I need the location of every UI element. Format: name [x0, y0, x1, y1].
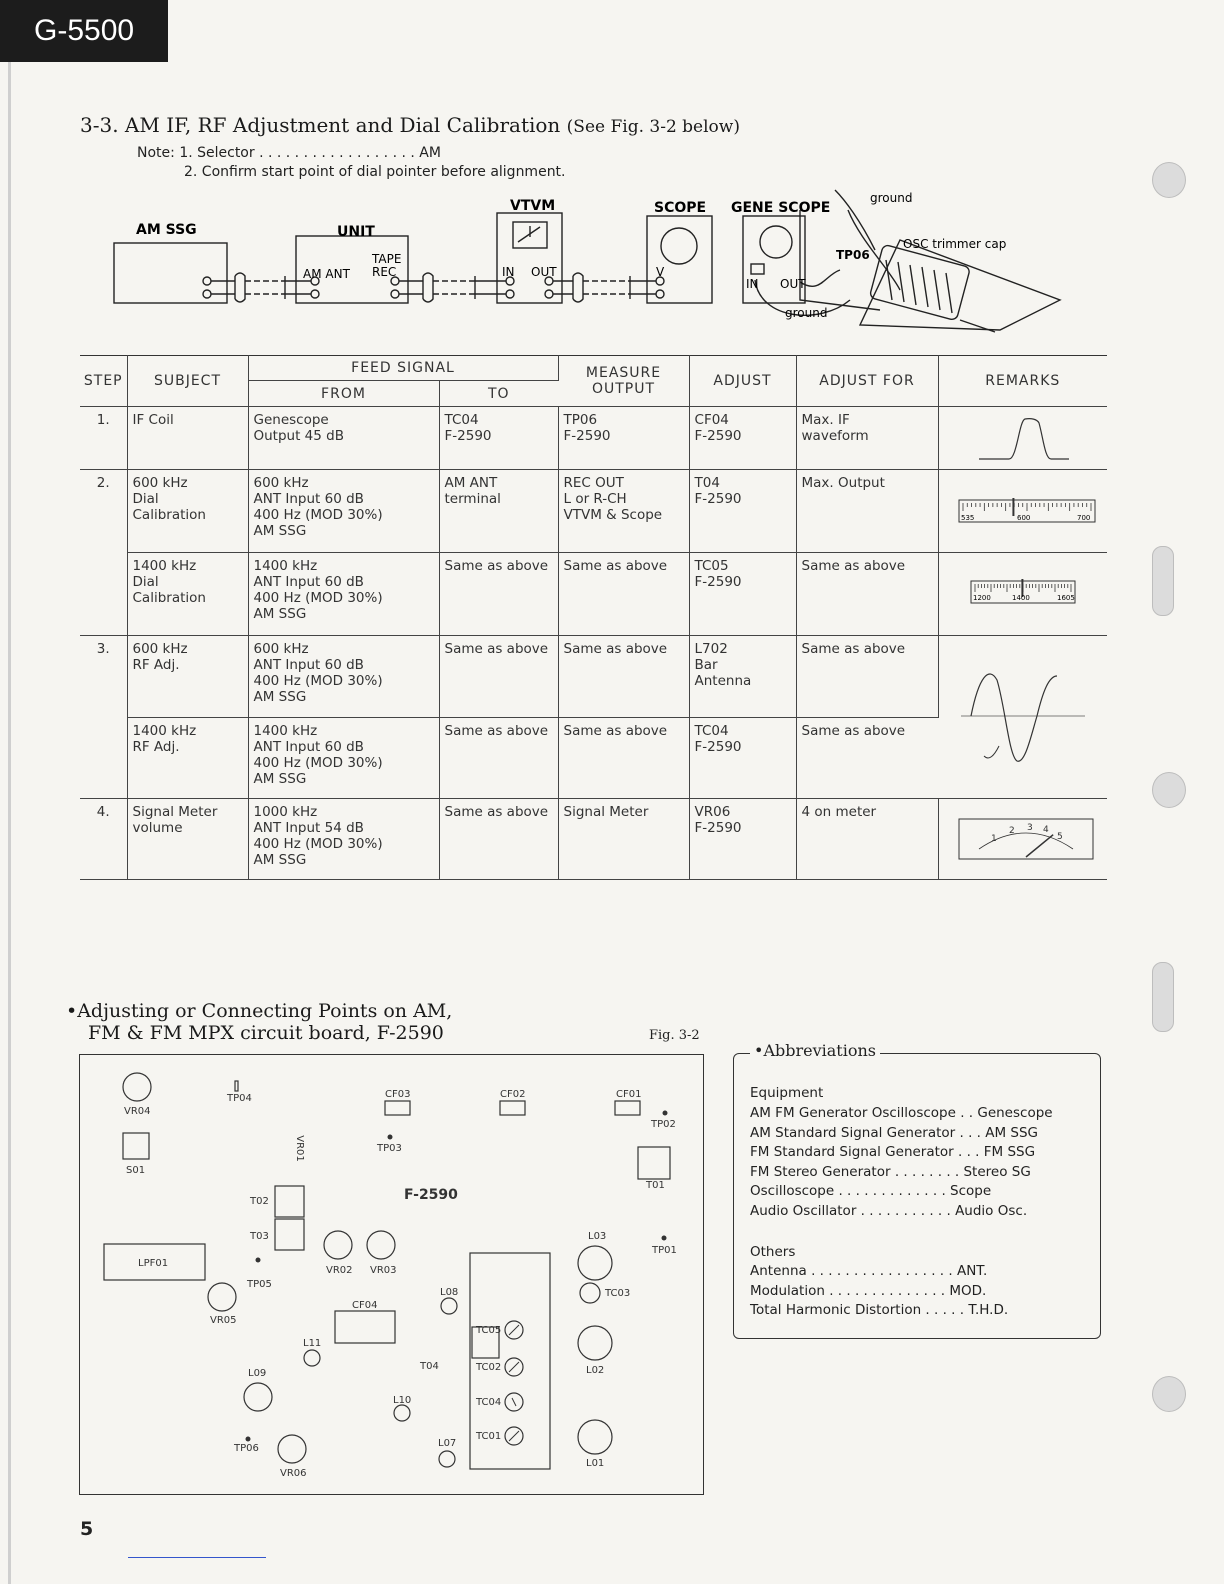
cell-adjust: [689, 799, 796, 880]
ground-label-2: ground: [785, 306, 828, 320]
text-line: TC04: [694, 722, 729, 739]
cell-measure: [558, 799, 689, 880]
text-line: TC05: [694, 558, 729, 574]
header-measure-1: MEASURE: [585, 365, 662, 381]
text-line: F-2590: [444, 428, 492, 444]
text-line: ANT Input 60 dB: [253, 738, 364, 755]
gene-scope-label: GENE SCOPE: [731, 200, 831, 216]
text-line: 400 Hz (MOD 30%): [253, 507, 383, 523]
adjustment-table: [80, 355, 1107, 880]
dial-tick-label: 1605: [1056, 594, 1075, 602]
binder-hole: [1152, 962, 1174, 1032]
text-line: TC04: [444, 412, 479, 428]
cell-adjust-for: [796, 799, 938, 880]
cell-adjust: [689, 470, 796, 553]
text-line: VTVM & Scope: [563, 507, 663, 523]
cell-from: [248, 553, 439, 636]
text-line: 1400 kHz: [253, 722, 318, 739]
text-line: volume: [132, 820, 183, 836]
text-line: terminal: [444, 491, 501, 507]
text-line: Genescope: [253, 412, 329, 428]
dial-tick-label: 535: [960, 514, 974, 522]
text-line: Bar: [694, 657, 718, 673]
meter-tick-label: 2: [1008, 826, 1015, 836]
binder-hole: [1152, 162, 1186, 198]
footer-rule: [128, 1557, 266, 1558]
table-row: [80, 553, 1107, 636]
cell-step: 3.: [80, 636, 127, 799]
label-tp01: TP01: [652, 1245, 677, 1256]
cell-adjust: [689, 553, 796, 636]
note-2: 2. Confirm start point of dial pointer before alignment.: [184, 164, 566, 180]
text-line: 400 Hz (MOD 30%): [253, 590, 383, 606]
label-l09: L09: [248, 1368, 267, 1379]
header-to: TO: [439, 381, 558, 407]
text-line: Dial: [132, 574, 159, 590]
text-line: Antenna: [694, 673, 752, 689]
label-cf03: CF03: [385, 1089, 411, 1100]
abbreviations-box: [733, 1053, 1101, 1339]
text-line: 400 Hz (MOD 30%): [253, 836, 383, 852]
text-line: Same as above: [444, 641, 549, 657]
label-t03: T03: [250, 1231, 269, 1242]
text-line: F-2590: [694, 738, 742, 755]
text-line: REC OUT: [563, 475, 624, 491]
table-row: [80, 407, 1107, 470]
abbr-equipment-item: FM Standard Signal Generator . . . FM SSG: [750, 1144, 1036, 1160]
text-line: Same as above: [563, 558, 668, 574]
abbr-equipment-item: FM Stereo Generator . . . . . . . . Stereo SG: [750, 1164, 1031, 1180]
label-vr01: VR01: [293, 1135, 305, 1162]
label-tp04: TP04: [227, 1093, 252, 1104]
text-line: ANT Input 60 dB: [253, 657, 364, 673]
connection-diagram: [100, 180, 1100, 355]
text-line: Calibration: [132, 590, 206, 606]
note-1: [137, 145, 441, 161]
board-title-line-1: •Adjusting or Connecting Points on AM,: [66, 1000, 453, 1022]
tp06-label: TP06: [836, 248, 870, 262]
cell-from: [248, 799, 439, 880]
vtvm-label: VTVM: [510, 198, 556, 214]
text-line: CF04: [694, 412, 729, 428]
text-line: Signal Meter: [132, 804, 218, 820]
section-title-see: (See Fig. 3-2 below): [566, 117, 740, 137]
ground-label: ground: [870, 191, 913, 205]
note-label: Note:: [137, 145, 175, 161]
text-line: ANT Input 60 dB: [253, 574, 364, 590]
cell-remarks: [938, 470, 1107, 553]
text-line: TP06: [563, 412, 598, 428]
cell-step: 1.: [80, 407, 127, 470]
dial-tick-label: 1400: [1011, 594, 1030, 602]
header-measure-2: OUTPUT: [591, 381, 656, 397]
label-vr05: VR05: [210, 1315, 237, 1326]
board-section-title: [66, 1000, 452, 1044]
figure-label: Fig. 3-2: [649, 1028, 700, 1043]
text-line: Same as above: [801, 641, 906, 657]
abbreviations-title: •Abbreviations: [750, 1041, 880, 1060]
header-adjust: ADJUST: [689, 356, 796, 407]
label-cf02: CF02: [500, 1089, 526, 1100]
text-line: AM SSG: [253, 770, 307, 787]
cell-adjust-for: [796, 717, 938, 799]
cell-to: [439, 470, 558, 553]
meter-tick-label: 3: [1026, 823, 1033, 833]
meter-tick-label: 4: [1042, 825, 1049, 835]
text-line: VR06: [694, 804, 731, 820]
text-line: 400 Hz (MOD 30%): [253, 673, 383, 689]
cell-remarks: [938, 799, 1107, 880]
board-title-line-2: FM & FM MPX circuit board, F-2590: [88, 1022, 444, 1044]
cell-adjust: [689, 717, 796, 799]
text-line: waveform: [801, 428, 869, 444]
gene-in-label: IN: [746, 277, 759, 291]
rf-waveform-icon: [939, 636, 1107, 794]
text-line: Signal Meter: [563, 804, 649, 820]
abbr-others-item: Total Harmonic Distortion . . . . . T.H.D.: [750, 1302, 1009, 1318]
scope-screen: [661, 228, 697, 264]
text-line: IF Coil: [132, 412, 174, 428]
abbr-equipment-item: Audio Oscillator . . . . . . . . . . . Audio Osc.: [750, 1203, 1028, 1219]
abbr-others-item: Antenna . . . . . . . . . . . . . . . . . ANT.: [750, 1263, 988, 1279]
label-vr02: VR02: [326, 1265, 353, 1276]
header-measure-output: [558, 356, 689, 407]
header-step: STEP: [80, 356, 127, 407]
table-row: [80, 799, 1107, 880]
cell-measure: [558, 553, 689, 636]
text-line: AM SSG: [253, 689, 307, 705]
label-l10: L10: [393, 1395, 412, 1406]
text-line: Same as above: [444, 722, 549, 739]
cell-from: [248, 407, 439, 470]
vtvm-out-label: OUT: [531, 265, 557, 279]
label-cf01: CF01: [616, 1089, 642, 1100]
abbr-equipment-item: AM Standard Signal Generator . . . AM SSG: [750, 1125, 1039, 1141]
unit-label: UNIT: [337, 224, 375, 240]
cell-from: [248, 717, 439, 799]
abbr-equipment-item: AM FM Generator Oscilloscope . . Genescope: [750, 1105, 1053, 1121]
cell-to: [439, 407, 558, 470]
dial-tick-label: 1200: [972, 594, 991, 602]
text-line: Same as above: [563, 722, 668, 739]
signal-meter-icon: [939, 799, 1107, 875]
text-line: F-2590: [694, 574, 742, 590]
text-line: F-2590: [694, 428, 742, 444]
cell-subject: [127, 717, 248, 799]
page-number: 5: [80, 1518, 94, 1540]
text-line: RF Adj.: [132, 738, 180, 755]
header-remarks: REMARKS: [938, 356, 1107, 407]
label-tc04: TC04: [476, 1397, 502, 1408]
cell-adjust: [689, 636, 796, 718]
rec-label: REC: [372, 265, 397, 279]
header-feed-signal: FEED SIGNAL: [248, 356, 558, 381]
dial-tick-label: 700: [1076, 514, 1090, 522]
text-line: ANT Input 60 dB: [253, 491, 364, 507]
text-line: Output 45 dB: [253, 428, 344, 444]
dial-scale-600-icon: [939, 470, 1107, 548]
cell-measure: [558, 470, 689, 553]
label-tc01: TC01: [476, 1431, 502, 1442]
header-from: FROM: [248, 381, 439, 407]
cell-subject: [127, 553, 248, 636]
text-line: Dial: [132, 491, 159, 507]
dial-tick-label: 600: [1016, 514, 1030, 522]
cell-to: [439, 799, 558, 880]
label-t01: T01: [646, 1180, 665, 1191]
label-tp05: TP05: [247, 1279, 272, 1290]
meter-tick-label: 1: [990, 834, 997, 844]
label-l07: L07: [438, 1438, 457, 1449]
tape-label: TAPE: [372, 252, 402, 266]
cell-from: [248, 636, 439, 718]
binder-hole: [1152, 1376, 1186, 1412]
scope-v-label: V: [656, 265, 665, 279]
text-line: F-2590: [563, 428, 611, 444]
text-line: AM ANT: [444, 475, 498, 491]
binder-hole: [1152, 546, 1174, 616]
label-l01: L01: [586, 1458, 605, 1469]
cell-subject: [127, 470, 248, 553]
label-l11: L11: [303, 1338, 322, 1349]
cell-adjust: [689, 407, 796, 470]
label-vr06: VR06: [280, 1468, 307, 1479]
osc-trimmer-label: OSC trimmer cap: [903, 237, 1007, 251]
text-line: 600 kHz: [132, 641, 188, 657]
vtvm-in-label: IN: [502, 265, 515, 279]
text-line: Same as above: [801, 722, 906, 739]
text-line: 600 kHz: [253, 641, 309, 657]
abbr-equipment-heading: Equipment: [750, 1085, 824, 1101]
dial-scale-1400-icon: [939, 553, 1107, 631]
binding-edge: [8, 62, 11, 1584]
scope-label: SCOPE: [654, 200, 707, 216]
abbr-others-heading: Others: [750, 1244, 796, 1260]
text-line: Calibration: [132, 507, 206, 523]
text-line: RF Adj.: [132, 657, 180, 673]
text-line: 400 Hz (MOD 30%): [253, 754, 383, 771]
text-line: Same as above: [563, 641, 668, 657]
text-line: 1400 kHz: [132, 722, 197, 739]
cell-subject: [127, 636, 248, 718]
cell-adjust-for: [796, 407, 938, 470]
cell-measure: [558, 636, 689, 718]
label-tc02: TC02: [476, 1362, 502, 1373]
text-line: 1400 kHz: [253, 558, 318, 574]
label-vr04: VR04: [124, 1106, 151, 1117]
table-row: [80, 470, 1107, 553]
text-line: Same as above: [444, 804, 549, 820]
model-tab: G-5500: [0, 0, 168, 62]
meter-tick-label: 5: [1056, 832, 1063, 842]
text-line: F-2590: [694, 491, 742, 507]
am-ssg-box: [114, 243, 227, 303]
cell-to: [439, 636, 558, 718]
am-ssg-label: AM SSG: [136, 222, 197, 238]
label-tc03: TC03: [605, 1288, 631, 1299]
text-line: L702: [694, 641, 728, 657]
text-line: L or R-CH: [563, 491, 627, 507]
text-line: AM SSG: [253, 606, 307, 622]
abbr-others-item: Modulation . . . . . . . . . . . . . . MOD.: [750, 1283, 987, 1299]
text-line: AM SSG: [253, 852, 307, 868]
cell-measure: [558, 407, 689, 470]
meter-needle: [1026, 835, 1053, 857]
text-line: 1000 kHz: [253, 804, 318, 820]
gene-out-label: OUT: [780, 277, 806, 291]
cell-subject: [127, 407, 248, 470]
text-line: Max. Output: [801, 475, 885, 491]
header-adjust-for: ADJUST FOR: [796, 356, 938, 407]
text-line: ANT Input 54 dB: [253, 820, 364, 836]
cell-step: 2.: [80, 470, 127, 636]
section-title: [80, 113, 740, 137]
text-line: T04: [694, 475, 720, 491]
cell-to: [439, 717, 558, 799]
label-l02: L02: [586, 1365, 605, 1376]
cell-adjust-for: [796, 636, 938, 718]
am-ant-label: AM ANT: [303, 267, 350, 281]
label-l03: L03: [588, 1231, 607, 1242]
scope-box: [647, 216, 712, 303]
section-title-text: 3-3. AM IF, RF Adjustment and Dial Calibration: [80, 113, 561, 137]
cell-to: [439, 553, 558, 636]
label-board-name: F-2590: [404, 1187, 458, 1203]
abbr-equipment-item: Oscilloscope . . . . . . . . . . . . . Scope: [750, 1183, 992, 1199]
cell-remarks: [938, 636, 1107, 799]
circuit-board-f2590: [79, 1054, 704, 1495]
text-line: Same as above: [444, 558, 549, 574]
label-l08: L08: [440, 1287, 459, 1298]
label-tc05: TC05: [476, 1325, 502, 1336]
text-line: 600 kHz: [132, 475, 188, 491]
text-line: AM SSG: [253, 523, 307, 539]
cell-remarks: [938, 553, 1107, 636]
note-1-text: 1. Selector . . . . . . . . . . . . . . . . . . AM: [179, 145, 441, 161]
label-tp02: TP02: [651, 1119, 676, 1130]
label-t02: T02: [250, 1196, 269, 1207]
label-vr03: VR03: [370, 1265, 397, 1276]
header-subject: SUBJECT: [127, 356, 248, 407]
text-line: 4 on meter: [801, 804, 877, 820]
cell-adjust-for: [796, 553, 938, 636]
text-line: F-2590: [694, 820, 742, 836]
label-lpf01: LPF01: [138, 1258, 169, 1269]
text-line: Same as above: [801, 558, 906, 574]
text-line: Max. IF: [801, 412, 850, 428]
cell-from: [248, 470, 439, 553]
cell-adjust-for: [796, 470, 938, 553]
text-line: 1400 kHz: [132, 558, 197, 574]
cell-remarks: [938, 407, 1107, 470]
text-line: 600 kHz: [253, 475, 309, 491]
label-tp06: TP06: [234, 1443, 259, 1454]
cell-step: 4.: [80, 799, 127, 880]
label-t04: T04: [420, 1361, 439, 1372]
table-row: [80, 636, 1107, 718]
label-cf04: CF04: [352, 1300, 378, 1311]
cell-measure: [558, 717, 689, 799]
label-s01: S01: [126, 1165, 146, 1176]
if-waveform-icon: [939, 407, 1107, 465]
cell-subject: [127, 799, 248, 880]
label-tp03: TP03: [377, 1143, 402, 1154]
binder-hole: [1152, 772, 1186, 808]
